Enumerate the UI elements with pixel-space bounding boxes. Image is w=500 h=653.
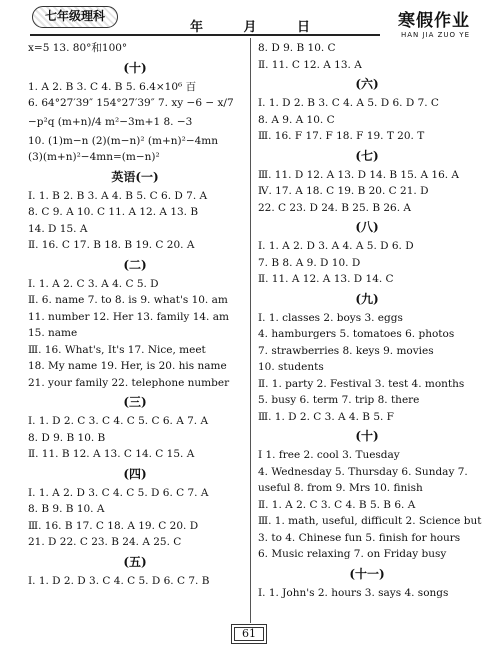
answer-line: 4. hamburgers 5. tomatoes 6. photos [258,328,455,340]
answer-line: 7. strawberries 8. keys 9. movies [258,344,434,357]
section-heading: 英语(一) [111,169,159,184]
answer-line: 22. C 23. D 24. B 25. B 26. A [258,201,411,214]
answer-line: −p²q (m+n)/4 m²−3m+1 8. −3 [28,115,193,128]
grade-badge: 七年级理科 [32,6,118,28]
answer-line: 6. Music relaxing 7. on Friday busy [258,548,447,560]
answer-line: x=5 13. 80°和100° [28,42,128,54]
answer-line: useful 8. from 9. Mrs 10. finish [258,482,423,494]
page-number: 61 [231,624,267,644]
answer-line: 7. B 8. A 9. D 10. D [258,256,361,269]
answer-line: 18. My name 19. Her, is 20. his name [28,360,227,372]
answer-line: 8. D 9. B 10. C [258,42,336,54]
year-label: 年 [190,20,204,35]
answer-line: Ⅲ. 16. F 17. F 18. F 19. T 20. T [258,130,425,142]
left-column [28,40,242,589]
answer-line: Ⅰ. 1. A 2. D 3. A 4. A 5. D 6. D [258,240,414,252]
answer-line: Ⅲ. 16. B 17. C 18. A 19. C 20. D [28,519,199,532]
answer-line: Ⅱ. 11. A 12. A 13. D 14. C [258,273,394,285]
section-heading: (四) [123,466,147,481]
answer-line: 1. A 2. B 3. C 4. B 5. 6.4×10⁶ 百 [28,80,197,93]
section-heading: (八) [355,220,379,234]
answer-line: Ⅱ. 6. name 7. to 8. is 9. what's 10. am [28,294,228,306]
date-fields [190,16,310,35]
section-heading: (十一) [349,566,385,581]
answer-line: Ⅰ. 1. A 2. C 3. A 4. C 5. D [28,277,159,290]
answer-line: 8. D 9. B 10. B [28,431,106,444]
answer-line: Ⅰ. 1. B 2. B 3. A 4. B 5. C 6. D 7. A [28,189,208,202]
brand-subtitle: HAN JIA ZUO YE [400,31,470,39]
section-heading: (七) [355,148,379,163]
brand-title: 寒假作业 [398,11,470,31]
answer-line: Ⅱ. 16. C 17. B 18. B 19. C 20. A [28,239,195,251]
answer-line: Ⅰ. 1. John's 2. hours 3. says 4. songs [258,586,449,599]
answer-line: Ⅰ. 1. D 2. D 3. C 4. C 5. D 6. C 7. B [28,574,210,587]
answer-line: (3)(m+n)²−4mn=(m−n)² [28,151,160,163]
right-column [258,40,482,601]
answer-line: Ⅰ 1. free 2. cool 3. Tuesday [258,449,400,461]
answer-line: 6. 64°27′39″ 154°27′39″ 7. xy −6 − x/7 [28,97,234,109]
answer-line: Ⅲ. 11. D 12. A 13. D 14. B 15. A 16. A [258,168,460,181]
answer-line: 15. name [28,327,78,339]
answer-line: Ⅳ. 17. A 18. C 19. B 20. C 21. D [258,185,429,197]
day-label: 日 [296,20,310,35]
answer-line: 8. A 9. A 10. C [258,113,335,126]
answer-line: Ⅰ. 1. D 2. B 3. C 4. A 5. D 6. D 7. C [258,97,439,109]
section-heading: (九) [355,291,379,306]
answer-line: Ⅱ. 11. C 12. A 13. A [258,58,362,71]
answer-line: Ⅱ. 1. A 2. C 3. C 4. B 5. B 6. A [258,498,416,511]
answer-line: Ⅰ. 1. D 2. C 3. C 4. C 5. C 6. A 7. A [28,415,209,427]
page-header [0,0,500,40]
month-label: 月 [243,20,257,35]
answer-line: 4. Wednesday 5. Thursday 6. Sunday 7. [258,465,468,478]
answer-line: Ⅲ. 1. D 2. C 3. A 4. B 5. F [258,410,394,423]
answer-line: Ⅱ. 11. B 12. A 13. C 14. C 15. A [28,448,195,460]
answer-line: Ⅰ. 1. classes 2. boys 3. eggs [258,311,403,324]
section-heading: (十) [355,429,379,443]
section-heading: (六) [355,77,379,91]
answer-line: 3. to 4. Chinese fun 5. finish for hours [258,531,461,544]
section-heading: (三) [123,395,147,409]
answer-line: 11. number 12. Her 13. family 14. am [28,310,229,323]
answer-line: Ⅲ. 16. What's, It's 17. Nice, meet [28,343,206,356]
answer-line: 14. D 15. A [28,222,88,235]
section-heading: (二) [123,257,147,272]
answer-line: 8. B 9. B 10. A [28,503,105,515]
answer-line: Ⅲ. 1. math, useful, difficult 2. Science but [258,515,482,527]
column-divider [250,38,251,623]
section-heading: (十) [123,60,147,75]
answer-line: 8. C 9. A 10. C 11. A 12. A 13. B [28,206,199,218]
answer-line: Ⅱ. 1. party 2. Festival 3. test 4. months [258,377,465,390]
answer-line: 10. students [258,361,324,373]
section-heading: (五) [123,554,147,569]
answer-line: Ⅰ. 1. A 2. D 3. C 4. C 5. D 6. C 7. A [28,486,209,499]
answer-line: 5. busy 6. term 7. trip 8. there [258,394,420,406]
answer-line: 21. D 22. C 23. B 24. A 25. C [28,536,182,548]
brand [398,6,470,39]
answer-line: 21. your family 22. telephone number [28,376,230,389]
answer-line: 10. (1)m−n (2)(m−n)² (m+n)²−4mn [28,134,219,147]
header-rule [30,34,380,36]
